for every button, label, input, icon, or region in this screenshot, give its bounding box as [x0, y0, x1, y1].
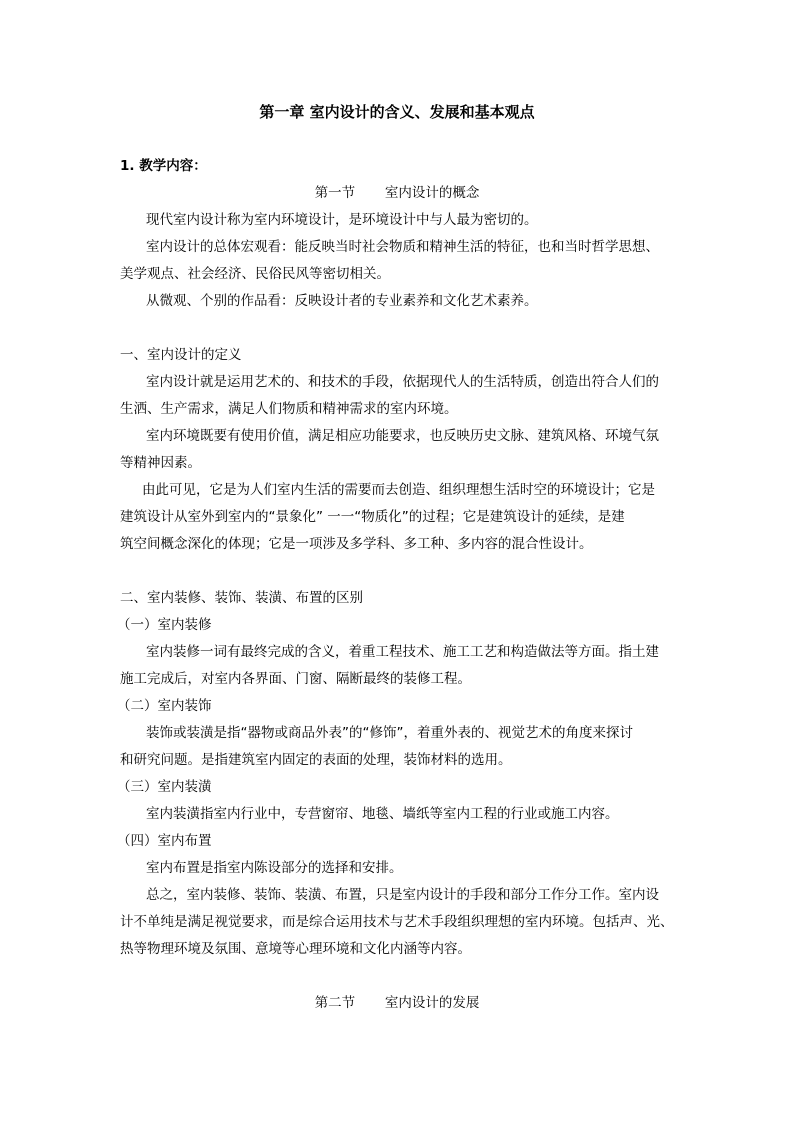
paragraph-line: 施工完成后，对室内各界面、门窗、隔断最终的装修工程。 [120, 671, 471, 687]
paragraph-line: 等精神因素。 [120, 455, 201, 471]
teaching-content-heading: 1. 教学内容： [120, 158, 207, 174]
paragraph-line: 室内设计就是运用艺术的、和技术的手段，依据现代人的生活特质，创造出符合人们的 [146, 374, 659, 390]
paragraph-line: 室内装修一词有最终完成的含义，着重工程技术、施工工艺和构造做法等方面。指土建 [146, 644, 659, 660]
paragraph-line: 室内环境既要有使用价值，满足相应功能要求，也反映历史文脉、建筑风格、环境气氛 [146, 428, 659, 444]
section-2-label: 第二节 [314, 995, 356, 1011]
subsection-heading: （二）室内装饰 [117, 698, 212, 714]
paragraph-line: 筑空间概念深化的体现；它是一项涉及多学科、多工种、多内容的混合性设计。 [120, 536, 593, 552]
paragraph-line: 计不单纯是满足视觉要求，而是综合运用技术与艺术手段组织理想的室内环境。包括声、光、 [120, 914, 674, 930]
paragraph-line: 生洒、生产需求，满足人们物质和精神需求的室内环境。 [120, 401, 458, 417]
definition-heading: 一、室内设计的定义 [120, 347, 242, 363]
section-1-title: 室内设计的概念 [384, 185, 480, 201]
section-2-title: 室内设计的发展 [384, 995, 480, 1011]
paragraph-line: 从微观、个别的作品看：反映设计者的专业素养和文化艺术素养。 [146, 293, 538, 309]
section-1-heading [0, 183, 794, 203]
chapter-title: 第一章 室内设计的含义、发展和基本观点 [259, 103, 535, 121]
paragraph-line: 室内装潢指室内行业中，专营窗帘、地毯、墙纸等室内工程的行业或施工内容。 [146, 806, 619, 822]
subsection-heading: （四）室内布置 [117, 833, 212, 849]
distinction-heading: 二、室内装修、装饰、装潢、布置的区别 [120, 590, 363, 606]
subsection-heading: （三）室内装潢 [117, 779, 212, 795]
paragraph-line: 装饰或装潢是指“器物或商品外表”的“修饰”，着重外表的、视觉艺术的角度来探讨 [146, 725, 633, 741]
section-2-heading [0, 993, 794, 1013]
paragraph-line: 热等物理环境及氛围、意境等心理环境和文化内涵等内容。 [120, 941, 471, 957]
paragraph-line: 室内设计的总体宏观看：能反映当时社会物质和精神生活的特征，也和当时哲学思想、 [146, 239, 659, 255]
paragraph-line: 现代室内设计称为室内环境设计，是环境设计中与人最为密切的。 [146, 212, 538, 228]
section-1-label: 第一节 [314, 185, 356, 201]
subsection-heading: （一）室内装修 [117, 617, 212, 633]
paragraph-line: 和研究问题。是指建筑室内固定的表面的处理，装饰材料的选用。 [120, 752, 512, 768]
paragraph-line: 由此可见，它是为人们室内生活的需要而去创造、组织理想生活时空的环境设计；它是 [142, 482, 655, 498]
paragraph-line: 室内布置是指室内陈设部分的选择和安排。 [146, 860, 403, 876]
paragraph-line: 建筑设计从室外到室内的“景象化” 一一“物质化”的过程；它是建筑设计的延续，是建 [120, 509, 625, 525]
paragraph-line: 总之，室内装修、装饰、装潢、布置，只是室内设计的手段和部分工作分工作。室内设 [146, 887, 659, 903]
paragraph-line: 美学观点、社会经济、民俗民风等密切相关。 [120, 266, 390, 282]
